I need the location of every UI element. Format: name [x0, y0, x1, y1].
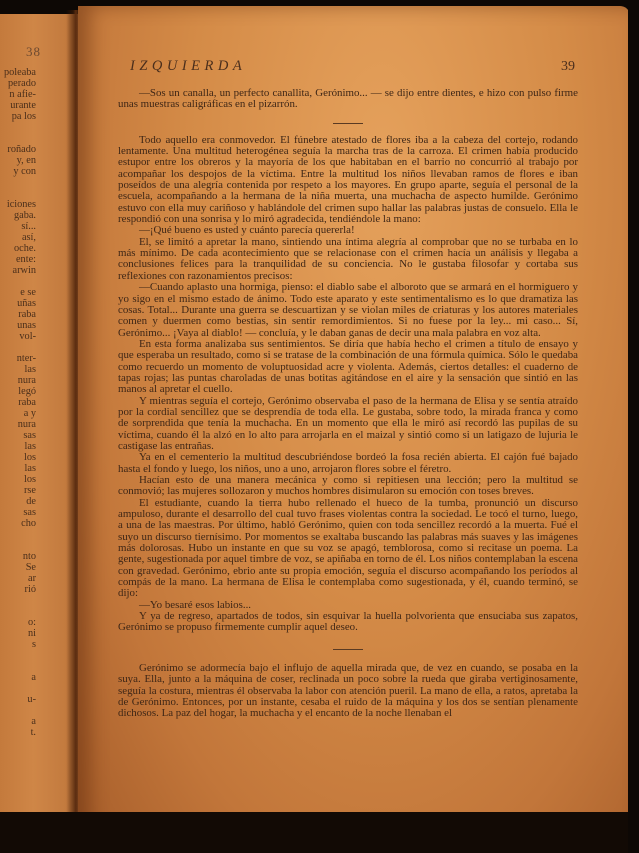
left-page-text-fragment: ar — [28, 573, 36, 584]
left-page-text-fragment: iciones — [6, 199, 36, 210]
paragraph: Hacían esto de una manera mecánica y como si repitiesen una lección; pero la multitud se conmovió; las mujeres sollozaron y muchos hombres disimularon su emoción con toses breves. — [118, 474, 578, 498]
paragraph: En esta forma analizaba sus sentimientos. Se diría que había hecho el crimen a título de ensayo y que esperaba un resultado, como si se tratase de la combinación de una fórmula química. Sólo le quedaba como recuerdo un momento de voluptuosidad acre y violenta. Además, ciertos detalles: el cuaderno de tapas rojas; las puntas charoladas de unas botitas agitándose en el aire y la sensación que sintió en las manos al apretar el cuello. — [118, 337, 578, 396]
left-page-text-fragment: sas — [23, 507, 36, 518]
left-page-text-fragment: los — [23, 452, 36, 463]
left-page-text-fragment: perado — [7, 78, 36, 89]
left-page-text-fragment: así, — [21, 232, 36, 243]
section-divider — [333, 123, 363, 124]
left-page-text-fragment: urante — [10, 100, 36, 111]
left-page-text-fragment: Se — [25, 562, 36, 573]
left-page-text-fragment: rió — [24, 584, 36, 595]
left-page-text-fragment: unas — [17, 320, 36, 331]
background-shadow — [0, 812, 639, 853]
left-page-text-fragment: las — [24, 441, 36, 452]
page-header — [130, 58, 575, 75]
paragraph: El, se limitó a apretar la mano, sintiendo una íntima alegría al comprobar que no se turbaba en lo más mínimo. De cada acontecimiento que se relacionase con el crimen hacía un análisis y llegaba a conclusiones felices para la tranquilidad de su conciencia. No le gustaba filosofar y cortaba sus reflexiones con razonamientos precisos: — [118, 235, 578, 282]
dialogue-line: —Yo besaré esos labios... — [139, 598, 252, 611]
left-page-text-fragment: u- — [27, 694, 36, 705]
left-page-text-fragment: raba — [18, 397, 36, 408]
paragraph: Y mientras seguía el cortejo, Gerónimo observaba el paso de la hermana de Elisa y se sentía atraído por la cordial sencillez que se desprendía de toda ella. Le gustaba, sobre todo, la mirada franca y como de sorprendida que tenía la muchacha. En un momento que ella le miró así recordó las pupilas de su víctima, cuando él la alzó en lo alto para arrojarla en el maizal y sintió como si un latigazo de lujuria le castigase las entrañas. — [118, 394, 578, 452]
dialogue-line: —¡Qué bueno es usted y cuánto parecía quererla! — [139, 224, 355, 237]
left-page-text-fragment: legó — [18, 386, 36, 397]
left-page-text-fragment: nura — [17, 375, 36, 386]
left-page-text-fragment: y con — [13, 166, 36, 177]
paragraph: —Sos un canalla, un perfecto canallita, Gerónimo... — se dijo entre dientes, e hizo con pulso firme unas muestras caligráficas en el pizarrón. — [118, 87, 578, 111]
left-page-text-fragment: las — [24, 463, 36, 474]
left-page-text-fragment: las — [24, 364, 36, 375]
left-page-text-fragment: arwin — [12, 265, 36, 276]
left-page-text-fragment: a — [31, 716, 36, 727]
dialogue-line: —Cuando aplasto una hormiga, pienso: el diablo sabe el alboroto que se armará en el hormiguero y yo sigo en el mismo estado de ánimo. Todo este aparato y este sentimentalismo es lo que dramatiza las cosas. Total... Durante una guerra se descuartizan y se violan miles de criaturas y los autores materiales comen y duermen como bestias, sin sentir remordimientos. Si no fuese por la ley... mi caso... Sí, Gerónimo... ¡Vaya al diablo! — concluía, y le daban ganas de decir una mala palabra en voz alta. — [118, 281, 578, 339]
section-3 — [118, 663, 578, 720]
left-page-text-fragment: rse — [23, 485, 36, 496]
left-page-text-fragment: e se — [20, 287, 36, 298]
left-page-text-fragment: a — [31, 672, 36, 683]
left-page-text-fragment: n afie- — [9, 89, 36, 100]
left-page-text-fragment: a y — [23, 408, 36, 419]
left-page-text-fragment: cho — [21, 518, 36, 529]
left-page-text-fragment: sí... — [21, 221, 36, 232]
page-body — [118, 88, 578, 720]
left-page-text-fragment: nter- — [16, 353, 36, 364]
section-divider — [333, 649, 363, 650]
paragraph: Ya en el cementerio la multitud descubriéndose bordeó la fosa recién abierta. El cajón fué bajado hasta el fondo y luego, los niños, uno a uno, arrojaron flores sobre el féretro. — [118, 451, 578, 475]
paragraph: Gerónimo se adormecía bajo el influjo de aquella mirada que, de vez en cuando, se posaba en la suya. Ella, junto a la máquina de coser, reclinada un poco sobre la rueda que giraba vertiginosamente, seguía la costura, mientras él observaba la labor con atención pueril. La mano de ella, a ratos, apretaba la de Gerónimo. Entonces, por un instante, cesaba el ruido de la máquina y los dos se sentían plenamente dichosos. La paz del hogar, la muchacha y el encanto de la noche llenaban el — [118, 661, 578, 720]
left-page-number: 38 — [26, 44, 41, 59]
left-page-text-fragment: y, en — [16, 155, 36, 166]
page-number: 39 — [561, 59, 575, 74]
paragraph: Todo aquello era conmovedor. El fúnebre atestado de flores iba a la cabeza del cortejo, rodando lentamente. Una multitud heterogénea seguía la marcha tras de la carroza. El crimen había producido estupor entre los obreros y la mayoría de los que habitaban en el barrio no concurrió al trabajo por acompañar los despojos de la víctima. Entre la multitud los niños llevaban ramos de flores e iban poseídos de una alegría contenida por respeto a los mayores. En grupo aparte, seguía el personal de la escuela, acompañando a la hermana de la niña muerta, una muchacha de aspecto humilde. Gerónimo estuvo con ella muy cariñoso y hablándole del crimen supo hallar las palabras justas de consuelo. Ella le respondió con una sonrisa y lo miró agradecida, tendiéndole la mano: — [118, 133, 578, 226]
left-page-text-fragment: los — [23, 474, 36, 485]
left-page-text-fragment: nto — [22, 551, 36, 562]
left-page-text-fragment: o: — [27, 617, 36, 628]
left-page-text-fragment: ni — [27, 628, 36, 639]
left-page-text-fragment: sas — [23, 430, 36, 441]
left-page-text-fragment: uñas — [17, 298, 36, 309]
left-page-text-fragment: roñado — [7, 144, 36, 155]
left-page-text-fragment: ente: — [15, 254, 36, 265]
left-page-text-fragment: pa los — [11, 111, 36, 122]
left-page-text-fragment: s — [31, 639, 36, 650]
section-1 — [118, 88, 578, 111]
left-page-text-fragment: t. — [30, 727, 36, 738]
left-page-text-fragment: raba — [18, 309, 36, 320]
running-title: IZQUIERDA — [130, 58, 247, 74]
background-edge — [628, 0, 639, 853]
left-page-text-fragment: poleaba — [3, 67, 36, 78]
left-page-text-fragment: oche. — [13, 243, 36, 254]
left-page-text-fragment: vol- — [19, 331, 36, 342]
left-page-text-fragment: nura — [17, 419, 36, 430]
left-page-text-fragment: de — [26, 496, 36, 507]
paragraph: Y ya de regreso, apartados de todos, sin esquivar la huella polvorienta que ensuciaba sus zapatos, Gerónimo se propuso firmemente cumplir aquel deseo. — [118, 610, 578, 634]
section-2 — [118, 135, 578, 634]
paragraph: El estudiante, cuando la tierra hubo rellenado el hueco de la tumba, pronunció un discurso ampuloso, durante el desarrollo del cual tuvo frases violentas contra la sociedad. Le tocó el turno, luego, a una de las maestras. Por último, habló Gerónimo, quien con toda sencillez recordó a la muerta. Fué el suyo un discurso tiernísimo. Por momentos se exaltaba buscando las palabras más suaves y las imágenes más dolorosas. Hubo un instante en que su voz se apagó, temblorosa, como si recitase un poema. La gente, sugestionada por aquel timbre de voz, se apiñaba en torno de él. Los niños contemplaban la escena con gravedad. Gerónimo, ebrio ante su propia emoción, seguía el discurso acompañando los períodos al compás de la mano. La hermana de Elisa le contemplaba como sugestionada, y él, cuando terminó, se dijo: — [118, 496, 578, 600]
left-page-text-fragment: gaba. — [13, 210, 36, 221]
